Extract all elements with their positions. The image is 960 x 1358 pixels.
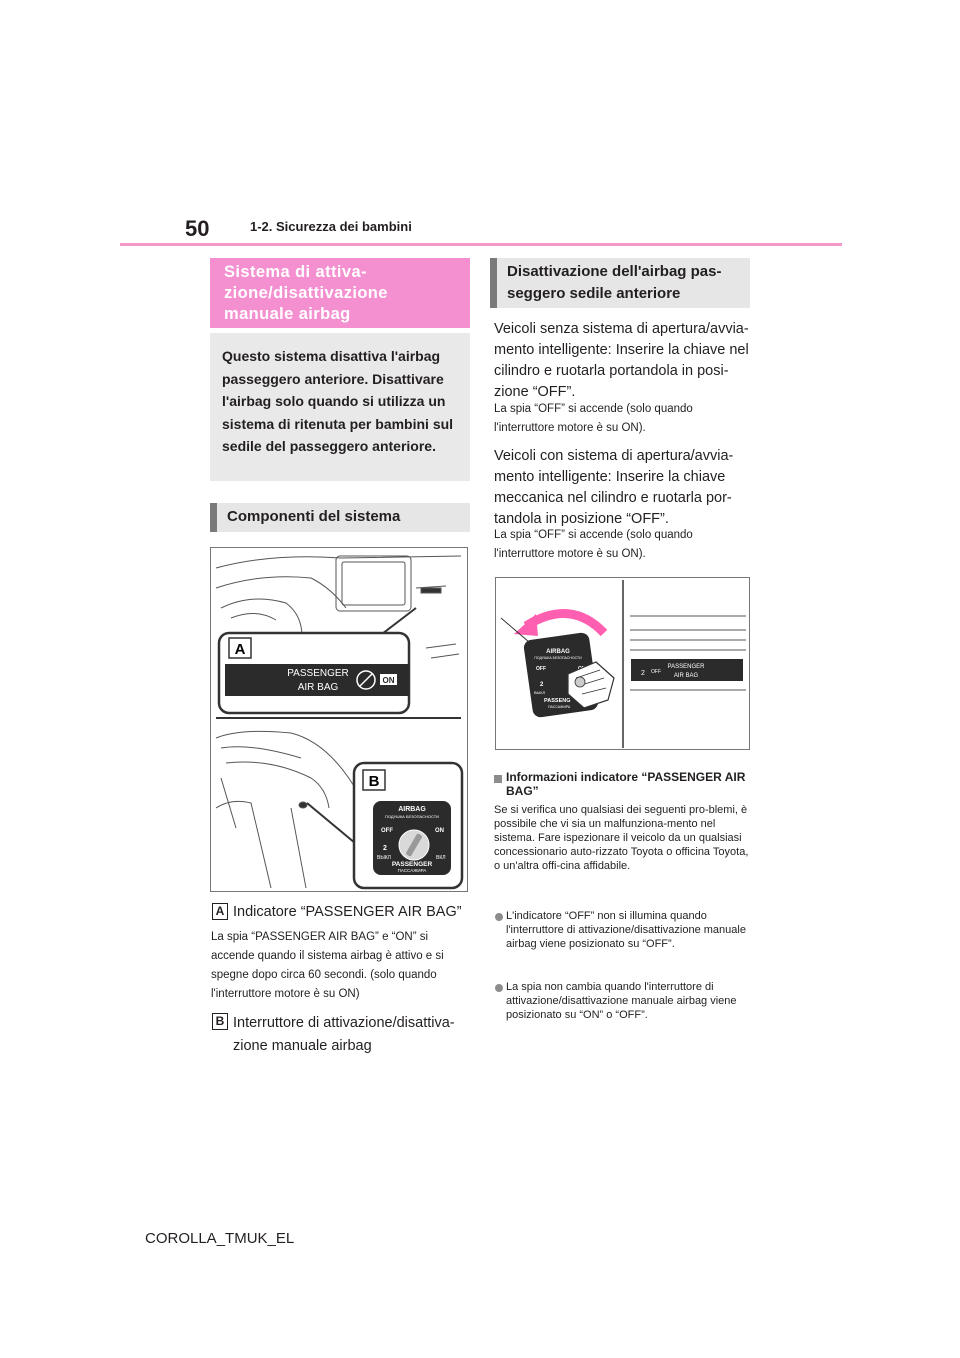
disable-airbag-heading-text: Disattivazione dell'airbag pas-seggero sedile anteriore: [507, 263, 722, 302]
indicator-airbag-text-right: AIR BAG: [673, 673, 699, 679]
page-number: 50: [185, 216, 210, 241]
intro-text: Questo sistema disattiva l'airbag passeggero anteriore. Disattivare l'airbag solo quando si utilizza un sistema di ritenuta per bambini sul sedile del passeggero anteriore.: [222, 348, 454, 454]
indicator-passenger-text-right: PASSENGER: [667, 664, 705, 670]
section-heading-manual-airbag: [210, 258, 470, 328]
indicator-passenger-text: PASSENGER: [287, 668, 349, 679]
switch-seat-digit: 2: [383, 845, 387, 852]
switch-airbag-ru-text: ПОДУШКА БЕЗОПАСНОСТИ: [384, 814, 440, 819]
header-divider: [120, 243, 842, 246]
switch-off-text-right: OFF: [536, 666, 546, 672]
dashboard-illustration: [211, 548, 467, 891]
info-heading: Informazioni indicatore “PASSENGER AIR BAG”: [506, 770, 746, 798]
paragraph-smart-key: Veicoli con sistema di apertura/avvia-mento intelligente: Inserire la chiave meccanica nel cilindro e ruotarla por-tandola in posizione “OFF”.: [494, 448, 734, 527]
rotate-arrow-icon: [526, 614, 604, 633]
item-b-title: [233, 1012, 473, 1058]
section-heading-text: Sistema di attiva-zione/disattivazione manuale airbag: [224, 263, 388, 323]
callout-a-label: A: [234, 641, 246, 658]
note-off-light-1: La spia “OFF” si accende (solo quando l'interruttore motore è su ON).: [494, 403, 693, 434]
item-b-title-line1: Interruttore di attivazione/disattiva-: [233, 1015, 455, 1031]
switch-seat-digit-right: 2: [540, 682, 544, 688]
switch-off-text: OFF: [381, 828, 393, 834]
label-b: B: [212, 1013, 228, 1030]
switch-airbag-text-right: AIRBAG: [546, 649, 570, 655]
bullet-item-2: La spia non cambia quando l'interruttore di attivazione/disattivazione manuale airbag viene posizionato su “ON” o “OFF”.: [506, 981, 737, 1021]
switch-passenger-ru-text-right: ПАССАЖИРА: [548, 705, 571, 709]
components-heading-text: Componenti del sistema: [227, 508, 401, 525]
switch-passenger-ru-text: ПАССАЖИРА: [397, 868, 427, 873]
info-square-bullet: [494, 775, 502, 783]
switch-passenger-text-right: PASSENG: [544, 698, 571, 704]
bullet-dot-1: [495, 913, 503, 921]
chapter-title: 1-2. Sicurezza dei bambini: [250, 219, 412, 234]
item-b-title-line2: zione manuale airbag: [233, 1038, 372, 1054]
switch-off-illustration: [495, 577, 750, 750]
switch-off-ru-text: ВЫКЛ: [377, 855, 391, 861]
note-off-light-2: La spia “OFF” si accende (solo quando l'interruttore motore è su ON).: [494, 529, 693, 560]
key-turn-illustration: [496, 578, 749, 749]
callout-b-label: B: [368, 773, 380, 790]
switch-off-ru-text-right: ВЫКЛ: [534, 690, 546, 695]
switch-airbag-ru-text-right: ПОДУШКА БЕЗОПАСНОСТИ: [534, 656, 582, 660]
indicator-off-text: OFF: [651, 669, 661, 675]
indicator-airbag-text: AIR BAG: [297, 682, 339, 693]
item-a-description: La spia “PASSENGER AIR BAG” e “ON” si accende quando il sistema airbag è attivo e si spegne dopo circa 60 secondi. (solo quando l'interruttore motore è su ON): [211, 931, 444, 1000]
model-code-footer: COROLLA_TMUK_EL: [145, 1230, 295, 1247]
intro-box: [210, 333, 470, 481]
paragraph-no-smart-key: Veicoli senza sistema di apertura/avvia-mento intelligente: Inserire la chiave nel cilindro e ruotarla portandola in posi-zione “OFF”.: [494, 321, 749, 400]
components-illustration: [210, 547, 468, 892]
indicator-on-badge: ON: [382, 676, 395, 685]
bullet-dot-2: [495, 984, 503, 992]
components-heading: [210, 503, 470, 532]
label-a: A: [212, 903, 228, 920]
switch-passenger-text: PASSENGER: [391, 861, 433, 868]
switch-on-text: ON: [435, 828, 444, 834]
item-a-title: Indicatore “PASSENGER AIR BAG”: [233, 904, 462, 920]
bullet-item-1: L'indicatore “OFF” non si illumina quando l'interruttore di attivazione/disattivazione manuale airbag viene posizionato su “OFF”.: [506, 910, 746, 950]
disable-airbag-heading: [490, 258, 750, 308]
info-text: Se si verifica uno qualsiasi dei seguenti pro-blemi, è possibile che vi sia un malfunziona-mento nel sistema. Fare ispezionare il veicolo da un qualsiasi concessionario auto-rizzato Toyota o officina Toyota, o un'altra offi-cina affidabile.: [494, 804, 749, 872]
indicator-seat-digit: 2: [641, 670, 645, 677]
switch-on-ru-text: ВКЛ: [436, 855, 446, 861]
switch-airbag-text: AIRBAG: [398, 806, 426, 813]
